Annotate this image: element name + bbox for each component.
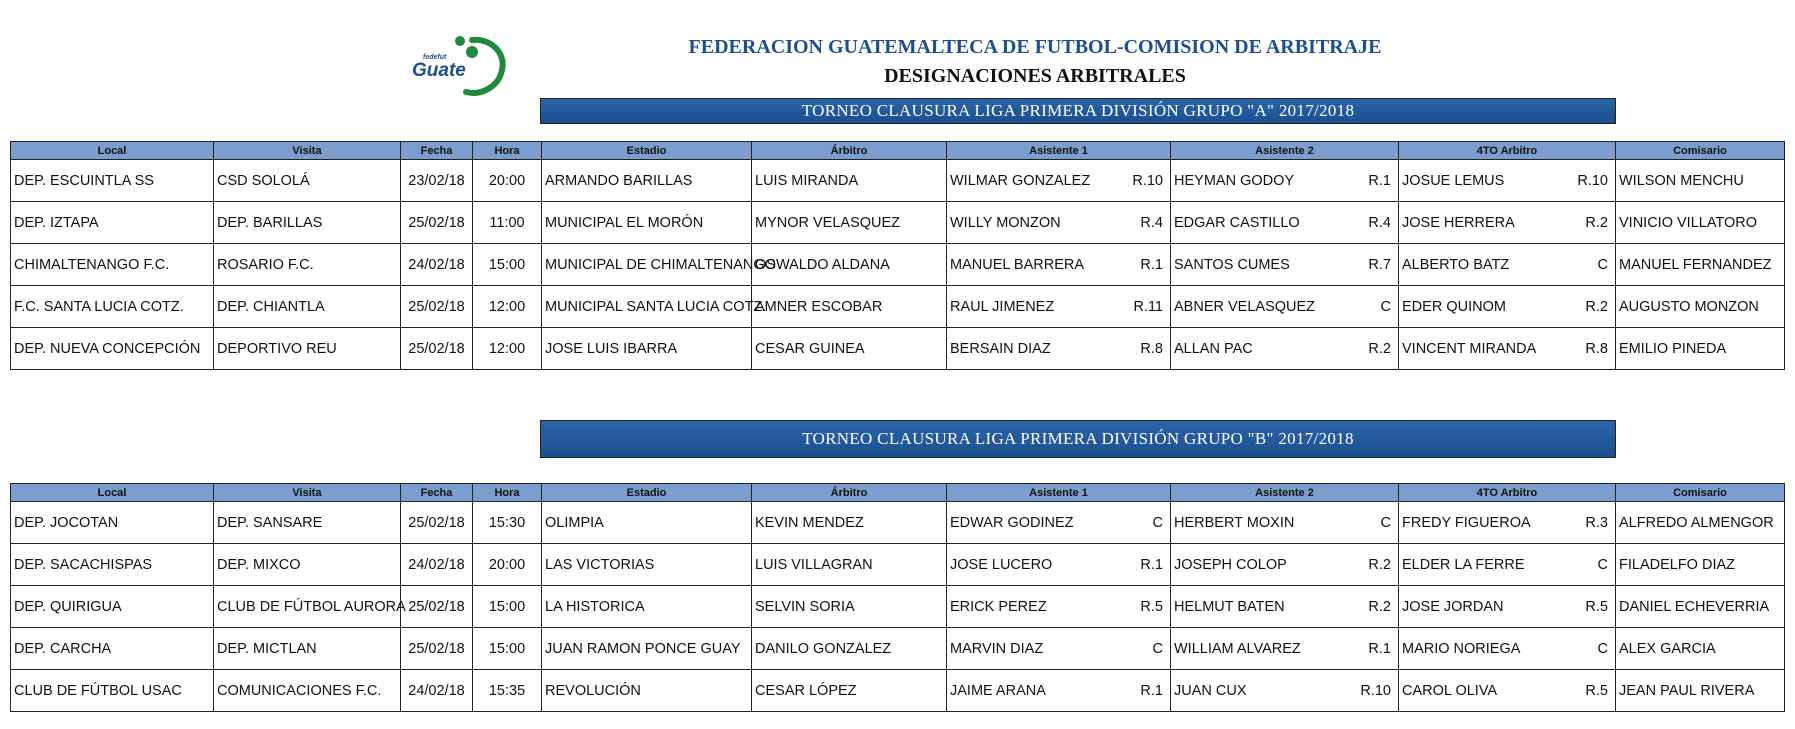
- col-comisario: Comisario: [1616, 142, 1785, 160]
- cell-estadio: MUNICIPAL SANTA LUCIA COTZ.: [542, 286, 752, 328]
- cell-asistente-1-region: R.4: [1140, 214, 1163, 231]
- cell-asistente-1: [947, 202, 1171, 244]
- cell-cuarto-arbitro: [1399, 244, 1616, 286]
- cell-cuarto-arbitro-name: JOSE HERRERA: [1402, 214, 1515, 231]
- cell-hora: 15:00: [473, 586, 542, 628]
- cell-local: DEP. CARCHA: [11, 628, 214, 670]
- cell-asistente-1-region: C: [1152, 640, 1163, 657]
- cell-hora: 12:00: [473, 286, 542, 328]
- cell-cuarto-arbitro-region: R.5: [1585, 682, 1608, 699]
- cell-asistente-2: [1171, 328, 1399, 370]
- cell-cuarto-arbitro: [1399, 544, 1616, 586]
- table-row: [11, 586, 1785, 628]
- group-a-table: [10, 141, 1785, 370]
- cell-cuarto-arbitro-region: C: [1597, 640, 1608, 657]
- table-row: [11, 160, 1785, 202]
- cell-cuarto-arbitro-region: C: [1597, 256, 1608, 273]
- cell-local: F.C. SANTA LUCIA COTZ.: [11, 286, 214, 328]
- col-hora: Hora: [473, 142, 542, 160]
- cell-cuarto-arbitro-region: R.8: [1585, 340, 1608, 357]
- cell-asistente-1: [947, 160, 1171, 202]
- cell-cuarto-arbitro-region: R.5: [1585, 598, 1608, 615]
- cell-asistente-1: [947, 286, 1171, 328]
- group-b-table: [10, 483, 1785, 712]
- cell-visita: DEP. SANSARE: [214, 502, 401, 544]
- cell-estadio: LAS VICTORIAS: [542, 544, 752, 586]
- cell-asistente-1-region: R.1: [1140, 556, 1163, 573]
- group-a-banner: TORNEO CLAUSURA LIGA PRIMERA DIVISIÓN GRUPO "A" 2017/2018: [540, 98, 1616, 124]
- cell-hora: 15:35: [473, 670, 542, 712]
- cell-asistente-2: [1171, 202, 1399, 244]
- col-asistente-2: Asistente 2: [1171, 484, 1399, 502]
- cell-fecha: 25/02/18: [401, 286, 473, 328]
- col-asistente-1: Asistente 1: [947, 142, 1171, 160]
- cell-local: DEP. NUEVA CONCEPCIÓN: [11, 328, 214, 370]
- cell-cuarto-arbitro-name: JOSE JORDAN: [1402, 598, 1504, 615]
- cell-asistente-2-region: R.10: [1360, 682, 1391, 699]
- cell-asistente-1-name: ERICK PEREZ: [950, 598, 1047, 615]
- table-row: [11, 328, 1785, 370]
- cell-arbitro: LUIS VILLAGRAN: [752, 544, 947, 586]
- cell-asistente-2-region: R.2: [1368, 340, 1391, 357]
- cell-asistente-2-region: R.1: [1368, 640, 1391, 657]
- cell-arbitro: SELVIN SORIA: [752, 586, 947, 628]
- cell-comisario: MANUEL FERNANDEZ: [1616, 244, 1785, 286]
- cell-estadio: OLIMPIA: [542, 502, 752, 544]
- col-fecha: Fecha: [401, 484, 473, 502]
- cell-asistente-1: [947, 244, 1171, 286]
- col-local: Local: [11, 142, 214, 160]
- fedefut-logo: [410, 32, 510, 102]
- cell-asistente-2: [1171, 586, 1399, 628]
- cell-asistente-1-name: MARVIN DIAZ: [950, 640, 1044, 657]
- cell-asistente-1-name: MANUEL BARRERA: [950, 256, 1085, 273]
- cell-asistente-1-region: R.1: [1140, 256, 1163, 273]
- cell-asistente-2: [1171, 502, 1399, 544]
- table-row: [11, 202, 1785, 244]
- cell-visita: DEP. MIXCO: [214, 544, 401, 586]
- cell-asistente-1: [947, 670, 1171, 712]
- cell-cuarto-arbitro: [1399, 502, 1616, 544]
- cell-asistente-2: [1171, 544, 1399, 586]
- table-row: [11, 544, 1785, 586]
- cell-asistente-1-name: RAUL JIMENEZ: [950, 298, 1055, 315]
- cell-cuarto-arbitro-name: JOSUE LEMUS: [1402, 172, 1505, 189]
- cell-hora: 15:00: [473, 244, 542, 286]
- cell-local: CLUB DE FÚTBOL USAC: [11, 670, 214, 712]
- cell-asistente-2-name: HERBERT MOXIN: [1174, 514, 1295, 531]
- cell-asistente-1-region: R.10: [1132, 172, 1163, 189]
- cell-asistente-1-name: WILLY MONZON: [950, 214, 1061, 231]
- cell-arbitro: CESAR GUINEA: [752, 328, 947, 370]
- cell-fecha: 25/02/18: [401, 502, 473, 544]
- col-visita: Visita: [214, 484, 401, 502]
- cell-local: CHIMALTENANGO F.C.: [11, 244, 214, 286]
- cell-cuarto-arbitro-region: R.3: [1585, 514, 1608, 531]
- cell-visita: DEP. BARILLAS: [214, 202, 401, 244]
- cell-asistente-2-name: EDGAR CASTILLO: [1174, 214, 1300, 231]
- cell-arbitro: AMNER ESCOBAR: [752, 286, 947, 328]
- cell-comisario: DANIEL ECHEVERRIA: [1616, 586, 1785, 628]
- cell-fecha: 24/02/18: [401, 670, 473, 712]
- col-local: Local: [11, 484, 214, 502]
- logo-small-text: fedefut: [423, 54, 447, 61]
- cell-cuarto-arbitro-name: MARIO NORIEGA: [1402, 640, 1521, 657]
- cell-fecha: 23/02/18: [401, 160, 473, 202]
- cell-estadio: ARMANDO BARILLAS: [542, 160, 752, 202]
- cell-asistente-1-name: JOSE LUCERO: [950, 556, 1053, 573]
- col-arbitro: Árbitro: [752, 484, 947, 502]
- col-arbitro: Árbitro: [752, 142, 947, 160]
- cell-comisario: VINICIO VILLATORO: [1616, 202, 1785, 244]
- cell-arbitro: MYNOR VELASQUEZ: [752, 202, 947, 244]
- col-cuarto-arbitro: 4TO Arbitro: [1399, 142, 1616, 160]
- cell-comisario: ALEX GARCIA: [1616, 628, 1785, 670]
- cell-asistente-2: [1171, 160, 1399, 202]
- cell-fecha: 24/02/18: [401, 244, 473, 286]
- col-estadio: Estadio: [542, 484, 752, 502]
- table-row: [11, 502, 1785, 544]
- col-hora: Hora: [473, 484, 542, 502]
- cell-comisario: ALFREDO ALMENGOR: [1616, 502, 1785, 544]
- cell-cuarto-arbitro-region: R.10: [1577, 172, 1608, 189]
- cell-hora: 12:00: [473, 328, 542, 370]
- cell-cuarto-arbitro-region: R.2: [1585, 214, 1608, 231]
- cell-arbitro: CESAR LÓPEZ: [752, 670, 947, 712]
- cell-arbitro: KEVIN MENDEZ: [752, 502, 947, 544]
- cell-asistente-2: [1171, 286, 1399, 328]
- cell-cuarto-arbitro: [1399, 586, 1616, 628]
- cell-asistente-1-region: R.5: [1140, 598, 1163, 615]
- cell-hora: 11:00: [473, 202, 542, 244]
- cell-visita: DEPORTIVO REU: [214, 328, 401, 370]
- cell-estadio: JUAN RAMON PONCE GUAY: [542, 628, 752, 670]
- cell-asistente-1-name: WILMAR GONZALEZ: [950, 172, 1091, 189]
- cell-arbitro: DANILO GONZALEZ: [752, 628, 947, 670]
- federation-title: FEDERACION GUATEMALTECA DE FUTBOL-COMISION DE ARBITRAJE: [688, 36, 1382, 58]
- cell-estadio: REVOLUCIÓN: [542, 670, 752, 712]
- table-row: [11, 628, 1785, 670]
- designations-title: DESIGNACIONES ARBITRALES: [884, 65, 1186, 87]
- logo-text: Guate: [412, 60, 466, 81]
- cell-cuarto-arbitro: [1399, 286, 1616, 328]
- cell-asistente-2-name: JUAN CUX: [1174, 682, 1247, 699]
- cell-asistente-1: [947, 502, 1171, 544]
- table-row: [11, 244, 1785, 286]
- col-comisario: Comisario: [1616, 484, 1785, 502]
- cell-local: DEP. QUIRIGUA: [11, 586, 214, 628]
- cell-asistente-2-region: R.4: [1368, 214, 1391, 231]
- cell-asistente-2-region: C: [1380, 514, 1391, 531]
- cell-visita: ROSARIO F.C.: [214, 244, 401, 286]
- cell-cuarto-arbitro: [1399, 328, 1616, 370]
- cell-estadio: MUNICIPAL DE CHIMALTENANGO: [542, 244, 752, 286]
- cell-hora: 20:00: [473, 544, 542, 586]
- cell-asistente-1-region: C: [1152, 514, 1163, 531]
- cell-asistente-2-region: R.2: [1368, 556, 1391, 573]
- cell-local: DEP. JOCOTAN: [11, 502, 214, 544]
- cell-asistente-2-region: R.1: [1368, 172, 1391, 189]
- cell-visita: CLUB DE FÚTBOL AURORA: [214, 586, 401, 628]
- cell-asistente-1: [947, 586, 1171, 628]
- cell-asistente-2-region: R.7: [1368, 256, 1391, 273]
- cell-estadio: LA HISTORICA: [542, 586, 752, 628]
- cell-asistente-2: [1171, 628, 1399, 670]
- cell-asistente-2-name: HEYMAN GODOY: [1174, 172, 1295, 189]
- cell-cuarto-arbitro-name: EDER QUINOM: [1402, 298, 1506, 315]
- cell-cuarto-arbitro-name: ELDER LA FERRE: [1402, 556, 1525, 573]
- cell-cuarto-arbitro-name: FREDY FIGUEROA: [1402, 514, 1531, 531]
- cell-arbitro: LUIS MIRANDA: [752, 160, 947, 202]
- cell-fecha: 25/02/18: [401, 586, 473, 628]
- cell-hora: 20:00: [473, 160, 542, 202]
- cell-estadio: MUNICIPAL EL MORÓN: [542, 202, 752, 244]
- cell-asistente-1-name: EDWAR GODINEZ: [950, 514, 1074, 531]
- cell-asistente-2-region: C: [1380, 298, 1391, 315]
- cell-local: DEP. ESCUINTLA SS: [11, 160, 214, 202]
- cell-comisario: FILADELFO DIAZ: [1616, 544, 1785, 586]
- cell-asistente-1: [947, 328, 1171, 370]
- cell-cuarto-arbitro: [1399, 160, 1616, 202]
- cell-asistente-1: [947, 628, 1171, 670]
- cell-asistente-2: [1171, 670, 1399, 712]
- cell-estadio: JOSE LUIS IBARRA: [542, 328, 752, 370]
- cell-visita: CSD SOLOLÁ: [214, 160, 401, 202]
- cell-hora: 15:00: [473, 628, 542, 670]
- cell-comisario: JEAN PAUL RIVERA: [1616, 670, 1785, 712]
- col-fecha: Fecha: [401, 142, 473, 160]
- cell-comisario: WILSON MENCHU: [1616, 160, 1785, 202]
- cell-asistente-2-region: R.2: [1368, 598, 1391, 615]
- cell-hora: 15:30: [473, 502, 542, 544]
- cell-visita: DEP. MICTLAN: [214, 628, 401, 670]
- cell-cuarto-arbitro: [1399, 628, 1616, 670]
- cell-comisario: EMILIO PINEDA: [1616, 328, 1785, 370]
- cell-visita: COMUNICACIONES F.C.: [214, 670, 401, 712]
- cell-cuarto-arbitro: [1399, 670, 1616, 712]
- cell-fecha: 25/02/18: [401, 202, 473, 244]
- col-asistente-1: Asistente 1: [947, 484, 1171, 502]
- cell-asistente-2-name: ABNER VELASQUEZ: [1174, 298, 1316, 315]
- cell-cuarto-arbitro-region: C: [1597, 556, 1608, 573]
- cell-cuarto-arbitro: [1399, 202, 1616, 244]
- col-visita: Visita: [214, 142, 401, 160]
- cell-asistente-2-name: JOSEPH COLOP: [1174, 556, 1287, 573]
- cell-fecha: 25/02/18: [401, 628, 473, 670]
- cell-asistente-2-name: HELMUT BATEN: [1174, 598, 1285, 615]
- cell-comisario: AUGUSTO MONZON: [1616, 286, 1785, 328]
- cell-asistente-2-name: WILLIAM ALVAREZ: [1174, 640, 1301, 657]
- cell-visita: DEP. CHIANTLA: [214, 286, 401, 328]
- cell-asistente-2-name: SANTOS CUMES: [1174, 256, 1290, 273]
- cell-cuarto-arbitro-name: VINCENT MIRANDA: [1402, 340, 1537, 357]
- cell-fecha: 24/02/18: [401, 544, 473, 586]
- cell-arbitro: OSWALDO ALDANA: [752, 244, 947, 286]
- cell-asistente-1-name: JAIME ARANA: [950, 682, 1046, 699]
- col-estadio: Estadio: [542, 142, 752, 160]
- table-row: [11, 286, 1785, 328]
- group-b-banner: TORNEO CLAUSURA LIGA PRIMERA DIVISIÓN GRUPO "B" 2017/2018: [540, 420, 1616, 458]
- col-cuarto-arbitro: 4TO Arbitro: [1399, 484, 1616, 502]
- cell-cuarto-arbitro-region: R.2: [1585, 298, 1608, 315]
- cell-local: DEP. IZTAPA: [11, 202, 214, 244]
- cell-asistente-2-name: ALLAN PAC: [1174, 340, 1253, 357]
- col-asistente-2: Asistente 2: [1171, 142, 1399, 160]
- cell-asistente-1-region: R.1: [1140, 682, 1163, 699]
- cell-asistente-1-region: R.8: [1140, 340, 1163, 357]
- cell-asistente-1-region: R.11: [1133, 298, 1163, 315]
- cell-asistente-1-name: BERSAIN DIAZ: [950, 340, 1051, 357]
- table-row: [11, 670, 1785, 712]
- cell-local: DEP. SACACHISPAS: [11, 544, 214, 586]
- cell-fecha: 25/02/18: [401, 328, 473, 370]
- cell-cuarto-arbitro-name: CAROL OLIVA: [1402, 682, 1498, 699]
- cell-asistente-1: [947, 544, 1171, 586]
- cell-cuarto-arbitro-name: ALBERTO BATZ: [1402, 256, 1510, 273]
- cell-asistente-2: [1171, 244, 1399, 286]
